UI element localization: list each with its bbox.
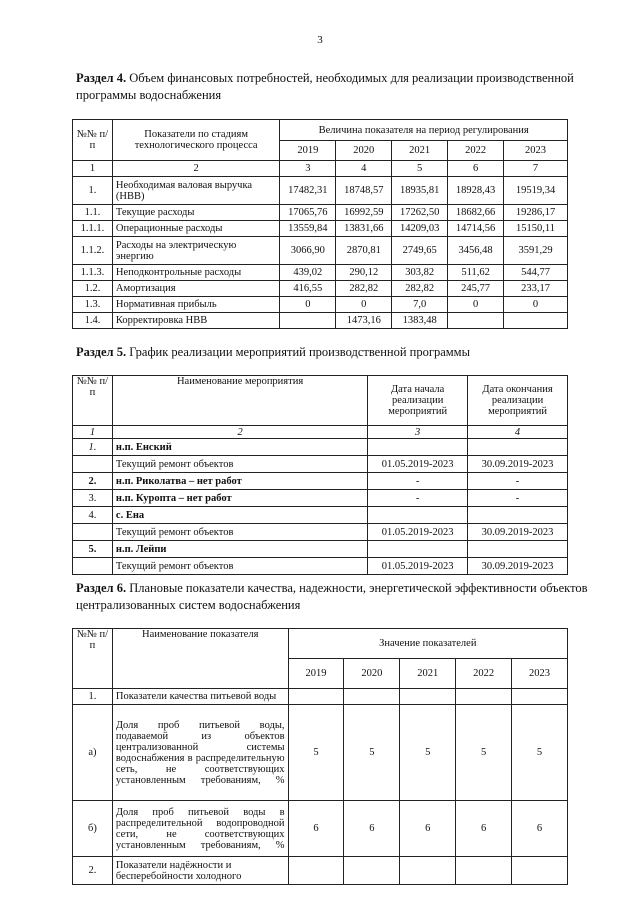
table-cell: 1.2. <box>73 281 113 297</box>
table-row <box>73 265 568 281</box>
year-cell: 2019 <box>288 659 344 689</box>
table-cell <box>344 857 400 885</box>
table-row <box>73 558 568 575</box>
table-cell <box>288 857 344 885</box>
header-num: №№ п/п <box>73 629 113 689</box>
table-cell: 233,17 <box>504 281 568 297</box>
table-cell: 3456,48 <box>448 237 504 265</box>
table-cell: 5 <box>512 705 568 801</box>
table-cell: Текущий ремонт объектов <box>112 456 367 473</box>
table-cell: 1473,16 <box>336 313 392 329</box>
table-cell: Нормативная прибыль <box>112 297 279 313</box>
table-row <box>73 857 568 885</box>
table-cell: 6 <box>456 801 512 857</box>
year-cell: 2022 <box>448 141 504 161</box>
table-cell: а) <box>73 705 113 801</box>
year-cell: 2023 <box>512 659 568 689</box>
column-number: 7 <box>504 161 568 177</box>
table-cell: 1. <box>73 439 113 456</box>
table-cell: Доля проб питьевой воды в распределительной водопроводной сети, не соответствующих установленным требованиям, % <box>112 801 288 857</box>
header-start-date: Дата начала реализации мероприятий <box>368 376 468 426</box>
table-cell: 4. <box>73 507 113 524</box>
table-cell <box>512 689 568 705</box>
table-cell <box>280 313 336 329</box>
table-cell: Текущий ремонт объектов <box>112 524 367 541</box>
table-cell: 6 <box>288 801 344 857</box>
table-row <box>73 297 568 313</box>
table-row <box>73 801 568 857</box>
column-number: 4 <box>468 426 568 439</box>
header-period-value: Величина показателя на период регулирования <box>280 120 568 141</box>
column-number: 1 <box>73 161 113 177</box>
table-cell: н.п. Куропта – нет работ <box>112 490 367 507</box>
table-cell <box>468 507 568 524</box>
table-row <box>73 205 568 221</box>
table-cell <box>448 313 504 329</box>
table-cell: Амортизация <box>112 281 279 297</box>
year-cell: 2021 <box>392 141 448 161</box>
table-cell <box>468 439 568 456</box>
table-cell: 1.3. <box>73 297 113 313</box>
table-cell: Доля проб питьевой воды, подаваемой из объектов централизованной системы водоснабжения в распределительную сеть, не соответствующих установленным требованиям, % <box>112 705 288 801</box>
table-row <box>73 473 568 490</box>
table-row <box>73 490 568 507</box>
table-cell: 7,0 <box>392 297 448 313</box>
table-row <box>73 177 568 205</box>
table-cell: н.п. Енский <box>112 439 367 456</box>
table-cell: 5. <box>73 541 113 558</box>
table-cell: 19286,17 <box>504 205 568 221</box>
year-cell: 2019 <box>280 141 336 161</box>
table-cell: н.п. Риколатва – нет работ <box>112 473 367 490</box>
column-number: 5 <box>392 161 448 177</box>
table-cell: 5 <box>456 705 512 801</box>
table-cell: Показатели надёжности и бесперебойности холодного <box>112 857 288 885</box>
table-cell: - <box>468 490 568 507</box>
table-cell: 511,62 <box>448 265 504 281</box>
table-cell: 18748,57 <box>336 177 392 205</box>
schedule-table <box>72 375 568 575</box>
table-cell: 5 <box>288 705 344 801</box>
column-number: 6 <box>448 161 504 177</box>
table-cell <box>468 541 568 558</box>
header-end-date: Дата окончания реализации мероприятий <box>468 376 568 426</box>
table-cell: 303,82 <box>392 265 448 281</box>
table-row <box>73 313 568 329</box>
table-cell <box>400 857 456 885</box>
table-cell: 2749,65 <box>392 237 448 265</box>
table-cell: 1. <box>73 689 113 705</box>
table-cell: 5 <box>344 705 400 801</box>
table-cell: 1383,48 <box>392 313 448 329</box>
table-cell <box>512 857 568 885</box>
table-cell <box>73 456 113 473</box>
column-number: 3 <box>368 426 468 439</box>
table-cell: Необходимая валовая выручка (НВВ) <box>112 177 279 205</box>
table-cell: 282,82 <box>392 281 448 297</box>
table-cell: 14209,03 <box>392 221 448 237</box>
table-cell <box>368 439 468 456</box>
table-cell: 18935,81 <box>392 177 448 205</box>
table-cell: Расходы на электрическую энергию <box>112 237 279 265</box>
table-cell: 6 <box>400 801 456 857</box>
table-cell: 439,02 <box>280 265 336 281</box>
table-cell: 0 <box>448 297 504 313</box>
table-cell: 1.4. <box>73 313 113 329</box>
table-cell: Операционные расходы <box>112 221 279 237</box>
table-cell <box>456 857 512 885</box>
column-number: 4 <box>336 161 392 177</box>
table-cell: с. Ена <box>112 507 367 524</box>
table-cell: 0 <box>504 297 568 313</box>
table-cell: 17482,31 <box>280 177 336 205</box>
table-cell <box>456 689 512 705</box>
section-4-title: Раздел 4. Объем финансовых потребностей, необходимых для реализации производственной программы водоснабжения <box>76 71 574 102</box>
table-cell: 1. <box>73 177 113 205</box>
table-cell: 01.05.2019-2023 <box>368 558 468 575</box>
table-cell: 30.09.2019-2023 <box>468 524 568 541</box>
table-row <box>73 705 568 801</box>
table-cell: 2870,81 <box>336 237 392 265</box>
table-cell: 1.1.3. <box>73 265 113 281</box>
table-cell: 0 <box>280 297 336 313</box>
year-cell: 2023 <box>504 141 568 161</box>
table-cell: 19519,34 <box>504 177 568 205</box>
table-cell: 5 <box>400 705 456 801</box>
table-cell: 30.09.2019-2023 <box>468 558 568 575</box>
table-cell: 544,77 <box>504 265 568 281</box>
header-values: Значение показателей <box>288 629 567 659</box>
header-num: №№ п/п <box>73 376 113 426</box>
table-cell: 245,77 <box>448 281 504 297</box>
table-cell <box>344 689 400 705</box>
header-event-name: Наименование мероприятия <box>112 376 367 426</box>
table-cell: 14714,56 <box>448 221 504 237</box>
column-number: 3 <box>280 161 336 177</box>
table-row <box>73 507 568 524</box>
table-cell <box>288 689 344 705</box>
table-cell: 15150,11 <box>504 221 568 237</box>
table-row <box>73 221 568 237</box>
table-row <box>73 541 568 558</box>
table-cell: 6 <box>512 801 568 857</box>
table-cell: - <box>368 490 468 507</box>
header-indicator: Показатели по стадиям технологического процесса <box>112 120 279 161</box>
table-cell: 290,12 <box>336 265 392 281</box>
table-cell: 3591,29 <box>504 237 568 265</box>
table-cell: Текущие расходы <box>112 205 279 221</box>
section-6-title: Раздел 6. Плановые показатели качества, надежности, энергетической эффективности объектов централизованных систем водоснабжения <box>76 581 588 612</box>
table-row <box>73 689 568 705</box>
table-cell: 30.09.2019-2023 <box>468 456 568 473</box>
table-cell: б) <box>73 801 113 857</box>
year-cell: 2022 <box>456 659 512 689</box>
table-cell: 1.1.2. <box>73 237 113 265</box>
table-cell: 1.1. <box>73 205 113 221</box>
table-cell <box>400 689 456 705</box>
table-cell: 16992,59 <box>336 205 392 221</box>
table-cell: 3066,90 <box>280 237 336 265</box>
quality-indicators-table <box>72 628 568 885</box>
table-cell: 3. <box>73 490 113 507</box>
table-cell: - <box>368 473 468 490</box>
column-number: 2 <box>112 161 279 177</box>
table-cell: 282,82 <box>336 281 392 297</box>
financial-needs-table <box>72 119 568 329</box>
table-cell <box>73 524 113 541</box>
table-cell: 2. <box>73 473 113 490</box>
header-indicator-name: Наименование показателя <box>112 629 288 689</box>
table-cell: 416,55 <box>280 281 336 297</box>
column-number: 1 <box>73 426 113 439</box>
table-cell <box>368 507 468 524</box>
table-cell: 13559,84 <box>280 221 336 237</box>
table-cell: 13831,66 <box>336 221 392 237</box>
table-cell <box>368 541 468 558</box>
table-row <box>73 281 568 297</box>
table-cell: 18682,66 <box>448 205 504 221</box>
table-cell: 6 <box>344 801 400 857</box>
year-cell: 2020 <box>336 141 392 161</box>
table-cell: 18928,43 <box>448 177 504 205</box>
table-cell: - <box>468 473 568 490</box>
table-cell: 01.05.2019-2023 <box>368 524 468 541</box>
table-cell: 17262,50 <box>392 205 448 221</box>
table-cell: 0 <box>336 297 392 313</box>
page-number: 3 <box>317 34 323 46</box>
table-cell <box>504 313 568 329</box>
header-num: №№ п/п <box>73 120 113 161</box>
table-cell <box>73 558 113 575</box>
table-cell: 1.1.1. <box>73 221 113 237</box>
table-row <box>73 524 568 541</box>
section-5-title: Раздел 5. График реализации мероприятий производственной программы <box>76 345 470 359</box>
table-cell: Показатели качества питьевой воды <box>112 689 288 705</box>
table-cell: Корректировка НВВ <box>112 313 279 329</box>
table-row <box>73 237 568 265</box>
year-cell: 2020 <box>344 659 400 689</box>
table-cell: н.п. Лейпи <box>112 541 367 558</box>
column-number: 2 <box>112 426 367 439</box>
table-row <box>73 456 568 473</box>
table-row <box>73 439 568 456</box>
table-cell: 01.05.2019-2023 <box>368 456 468 473</box>
year-cell: 2021 <box>400 659 456 689</box>
table-cell: Неподконтрольные расходы <box>112 265 279 281</box>
table-cell: 17065,76 <box>280 205 336 221</box>
table-cell: 2. <box>73 857 113 885</box>
table-cell: Текущий ремонт объектов <box>112 558 367 575</box>
